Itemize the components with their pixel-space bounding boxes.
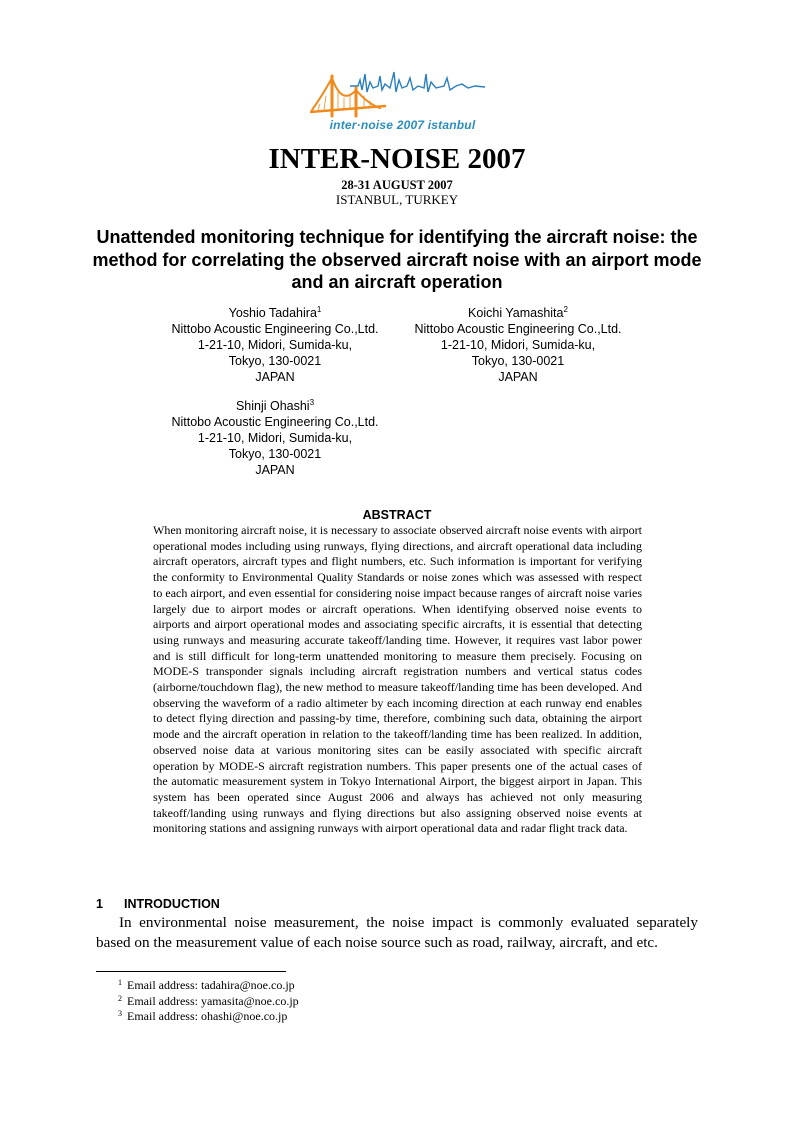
abstract-heading: ABSTRACT [362, 508, 432, 522]
author-affiliation: Nittobo Acoustic Engineering Co.,Ltd. [414, 322, 622, 336]
author-affiliation: Nittobo Acoustic Engineering Co.,Ltd. [171, 415, 379, 429]
author-affiliation: Nittobo Acoustic Engineering Co.,Ltd. [171, 322, 379, 336]
footnote-mark: 3 [309, 398, 315, 407]
conference-title: INTER-NOISE 2007 [268, 143, 526, 175]
footnote-divider [96, 971, 286, 972]
author-city: Tokyo, 130-0021 [228, 447, 322, 461]
author-city: Tokyo, 130-0021 [471, 354, 565, 368]
author-name: Yoshio Tadahira$^1$ [228, 305, 322, 320]
section-number: 1 [96, 897, 103, 911]
author-address: 1-21-10, Midori, Sumida-ku, [197, 338, 353, 352]
sound-waveform [350, 72, 485, 92]
footnote-mark: 2 [118, 993, 122, 1003]
abstract-text: When monitoring aircraft noise, it is necessary to associate observed aircraft noise events with airport operational modes including using runways, flying directions, and aircraft operational data including aircraft operators, aircraft types and flight numbers, etc. Such information is important for verifying the conformity to Environmental Quality Standards or noise zones which was assessed with respect to each airport, and even essential for considering noise impact because ranges of aircraft noise varies largely due to airport modes or aircraft operations. When identifying observed noise events to airports and airport operational modes and associating specific aircrafts, it is essential that detecting using runways and measuring accurate takeoff/landing time. However, it requires vast labor power and is still difficult for long-term unattended monitoring to measure them precisely. Focusing on MODE-S transponder signals including aircraft registration numbers and vertical status codes (airborne/touchdown flag), the new method to measure takeoff/landing time has been developed. And observing the waveform of a radio altimeter by each incoming direction at each runway end enables to detect flying direction and passing-by time, therefore, combining such data, obtaining the airport mode and the aircraft operation in relation to the takeoff/landing time has been realized. In addition, observed noise data at various monitoring sites can be easily associated with specific aircraft operation by MODE-S aircraft registration numbers. This paper presents one of the actual cases of the automatic measurement system in Tokyo International Airport, the biggest airport in Japan. This system has been operated since August 2006 and always has achieved not only measuring takeoff/landing using runways and flying directions but also assigning observed noise events at monitoring stations and assigning runways with airport operational data and radar flight track data. [153, 523, 642, 836]
paper-title: Unattended monitoring technique for identifying the aircraft noise: the method for correlating the observed aircraft noise with an airport mode and an aircraft operation [92, 227, 702, 292]
author-block [160, 398, 390, 478]
footnote: $^2$ Email address: yamasita@noe.co.jp [118, 993, 299, 1008]
author-block [403, 305, 633, 385]
author-address: 1-21-10, Midori, Sumida-ku, [197, 431, 353, 445]
conference-location: ISTANBUL, TURKEY [335, 192, 459, 207]
footnote-mark: 1 [118, 978, 122, 987]
author-city: Tokyo, 130-0021 [228, 354, 322, 368]
conference-dates: 28-31 AUGUST 2007 [341, 178, 453, 192]
footnote: $^3$ Email address: ohashi@noe.co.jp [118, 1009, 288, 1023]
author-name: Koichi Yamashita$^2$ [468, 305, 568, 320]
footnotes [118, 978, 299, 1025]
footnote-mark: 3 [118, 1009, 122, 1018]
bridge-graphic [310, 76, 385, 116]
section-heading [96, 896, 220, 912]
section-title: INTRODUCTION [124, 897, 220, 911]
footnote: $^1$ Email address: tadahira@noe.co.jp [118, 978, 295, 992]
author-block [160, 305, 390, 385]
author-country: JAPAN [255, 370, 295, 384]
author-country: JAPAN [498, 370, 538, 384]
author-country: JAPAN [255, 463, 295, 477]
footnote-mark: 2 [563, 305, 568, 314]
introduction-text: In environmental noise measurement, the noise impact is commonly evaluated separately based on the measurement value of each noise source such as road, railway, aircraft, and etc. [96, 914, 698, 951]
author-name: Shinji Ohashi$^3$ [235, 398, 315, 413]
author-address: 1-21-10, Midori, Sumida-ku, [440, 338, 596, 352]
footnote-mark: 1 [316, 305, 322, 314]
logo-caption: inter·noise 2007 istanbul [329, 118, 476, 132]
